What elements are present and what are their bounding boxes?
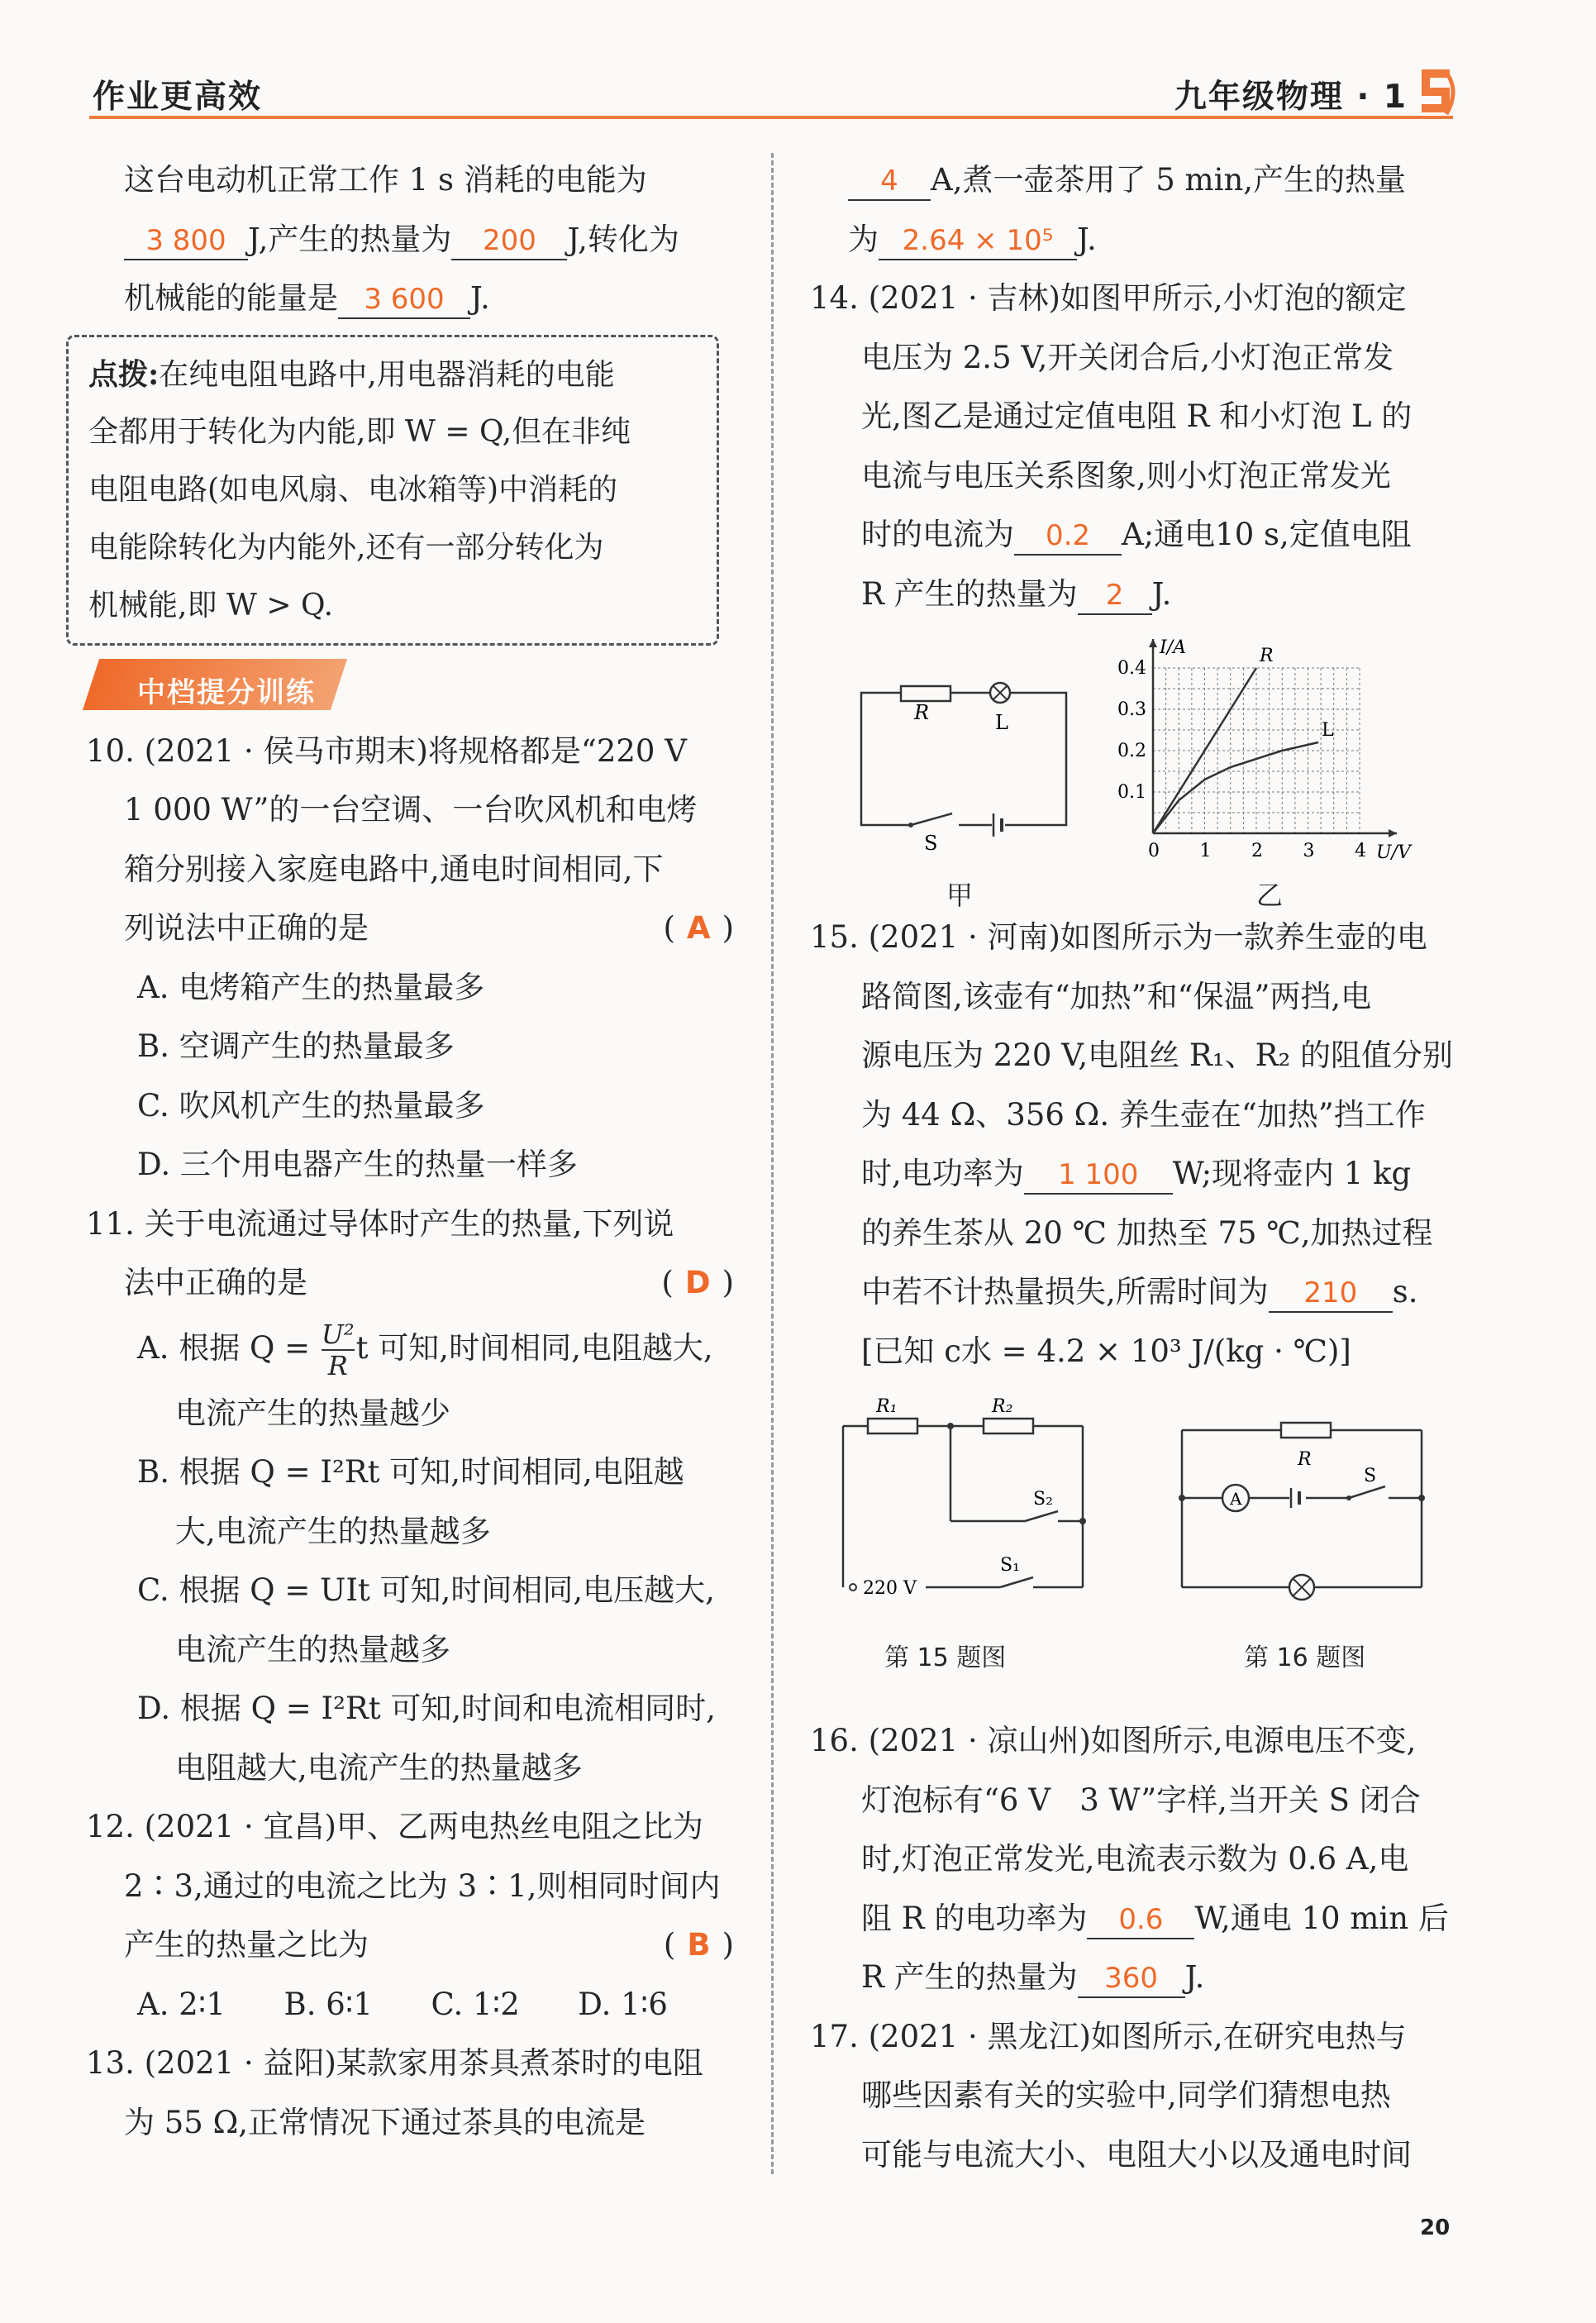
text: J,转化为	[567, 221, 679, 257]
fraction	[322, 1319, 355, 1381]
option-c-cont: 电流产生的热量越多	[175, 1631, 450, 1667]
option-c: C. 根据 Q = UIt 可知,时间相同,电压越大,	[137, 1572, 715, 1608]
fraction-denominator: R	[327, 1350, 348, 1381]
q10-line: 10. (2021 · 侯马市期末)将规格都是“220 V	[86, 732, 687, 769]
y-axis-label: I/A	[1160, 637, 1186, 658]
answer-blank: 360	[1078, 1960, 1185, 1998]
q16-line	[810, 1889, 1471, 1949]
option-c: C. 吹风机产生的热量最多	[137, 1087, 485, 1123]
text: W;现将壶内 1 kg	[1172, 1156, 1412, 1191]
publisher-logo-icon	[1417, 66, 1461, 116]
page-number: 20	[1420, 2216, 1451, 2240]
q9-line3	[86, 269, 747, 328]
text: W,通电 10 min 后	[1194, 1900, 1449, 1936]
y-tick-label: 0.4	[1117, 658, 1146, 679]
text: 中若不计热量损失,所需时间为	[861, 1274, 1269, 1309]
q15-line: 为 44 Ω、356 Ω. 养生壶在“加热”挡工作	[861, 1096, 1426, 1133]
circuit-jia	[860, 676, 1074, 866]
option-b-cont: 大,电流产生的热量越多	[175, 1513, 491, 1549]
answer-choice: ( A )	[663, 910, 734, 946]
fig-label-yi: 乙	[1256, 880, 1284, 911]
option-b: B. 根据 Q = I²Rt 可知,时间相同,电阻越	[137, 1454, 684, 1490]
q12-options: A. 2∶1 B. 6∶1 C. 1∶2 D. 1∶6	[137, 1986, 668, 2022]
left-column	[86, 150, 747, 2152]
q17-line: 哪些因素有关的实验中,同学们猜想电热	[861, 2077, 1391, 2113]
x-tick-label: 0	[1148, 841, 1160, 861]
header-brand: 作业更高效	[93, 79, 263, 116]
section-banner	[79, 657, 360, 713]
q10-line: 1 000 W”的一台空调、一台吹风机和电烤	[124, 792, 698, 828]
x-tick-label: 3	[1303, 841, 1315, 861]
tip-line	[88, 346, 700, 403]
x-tick-label: 1	[1199, 841, 1212, 861]
iu-graph	[1116, 610, 1430, 866]
series-label-R: R	[1260, 646, 1274, 666]
q14-line: 电流与电压关系图象,则小灯泡正常发光	[861, 457, 1391, 494]
q17-line: 17. (2021 · 黑龙江)如图所示,在研究电热与	[810, 2018, 1407, 2054]
answer-letter: D	[684, 1265, 711, 1300]
q13-line: 为 55 Ω,正常情况下通过茶具的电流是	[124, 2104, 646, 2140]
resistor-R	[901, 686, 950, 701]
label-R: R	[1298, 1449, 1312, 1470]
q14-line: 电压为 2.5 V,开关闭合后,小灯泡正常发	[861, 339, 1394, 375]
q9-line2	[86, 210, 747, 270]
column-divider	[771, 153, 774, 2174]
series-label-L: L	[1322, 720, 1334, 741]
text: 机械能的能量是	[124, 280, 338, 316]
switch-S2-icon	[1025, 1511, 1058, 1521]
answer-blank: 3 600	[338, 281, 470, 319]
answer-letter: A	[686, 910, 711, 946]
q15-q16-figures	[810, 1389, 1471, 1711]
text: A;通电10 s,定值电阻	[1122, 517, 1412, 552]
text: R 产生的热量为	[861, 575, 1078, 612]
label-S: S	[924, 832, 938, 855]
resistor-R	[1281, 1423, 1331, 1438]
tip-line: 机械能,即 W > Q.	[88, 588, 334, 622]
text: R 产生的热量为	[861, 1959, 1078, 1995]
text: J.	[470, 280, 490, 316]
label-R: R	[914, 701, 930, 724]
q16-line	[810, 1948, 1471, 2007]
text: J,产生的热量为	[248, 221, 452, 257]
tip-line: 电能除转化为内能外,还有一部分转化为	[88, 530, 604, 565]
q14-line: 14. (2021 · 吉林)如图甲所示,小灯泡的额定	[810, 280, 1407, 316]
x-tick-label: 4	[1355, 841, 1366, 861]
x-axis-label: U/V	[1376, 842, 1411, 863]
answer-letter: B	[687, 1927, 711, 1963]
answer-blank: 0.6	[1087, 1901, 1194, 1939]
text: J.	[1184, 1959, 1205, 1995]
q14-line	[810, 505, 1471, 565]
answer-choice: ( B )	[663, 1927, 734, 1963]
series-line-L	[1153, 742, 1318, 833]
q15-line: 15. (2021 · 河南)如图所示为一款养生壶的电	[810, 919, 1427, 955]
text: t 可知,时间相同,电阻越大,	[355, 1329, 713, 1366]
q14-figures	[810, 627, 1471, 911]
text: J.	[1077, 221, 1097, 257]
q13-cont-line	[810, 150, 1471, 210]
circuit-q16	[1174, 1405, 1446, 1620]
answer-blank: 200	[451, 222, 567, 260]
text: 阻 R 的电功率为	[861, 1900, 1088, 1936]
option-a	[86, 1313, 747, 1384]
right-column	[810, 150, 1471, 2184]
resistor-R1	[868, 1419, 917, 1433]
answer-blank: 2	[1078, 577, 1152, 615]
tip-label: 点拨:	[88, 356, 160, 392]
label-A: A	[1230, 1489, 1242, 1509]
q16-line: 16. (2021 · 凉山州)如图所示,电源电压不变,	[810, 1723, 1417, 1758]
option-a: A. 电烤箱产生的热量最多	[137, 969, 485, 1005]
text: 产生的热量之比为	[124, 1927, 369, 1963]
q15-line	[810, 1144, 1471, 1204]
q12-line	[86, 1915, 747, 1975]
text: 时,电功率为	[861, 1156, 1024, 1191]
text: A,煮一壶茶用了 5 min,产生的热量	[931, 162, 1407, 198]
y-tick-label: 0.2	[1117, 741, 1146, 761]
q15-line: 路简图,该壶有“加热”和“保温”两挡,电	[861, 978, 1372, 1014]
tip-box	[66, 335, 719, 646]
q11-line: 11. 关于电流通过导体时产生的热量,下列说	[86, 1205, 674, 1242]
tip-line: 电阻电路(如电风扇、电冰箱等)中消耗的	[88, 472, 618, 507]
q14-line: 光,图乙是通过定值电阻 R 和小灯泡 L 的	[861, 398, 1413, 434]
q16-line: 灯泡标有“6 V 3 W”字样,当开关 S 闭合	[861, 1782, 1421, 1818]
text: A. 根据 Q =	[137, 1329, 311, 1366]
y-tick-label: 0.1	[1117, 782, 1146, 803]
q16-line: 时,灯泡正常发光,电流表示数为 0.6 A,电	[861, 1841, 1409, 1877]
q15-line	[810, 1262, 1471, 1322]
answer-blank: 2.64 × 10⁵	[879, 222, 1077, 260]
label-S: S	[1364, 1466, 1377, 1486]
text: 时的电流为	[861, 517, 1014, 552]
q10-line: 箱分别接入家庭电路中,通电时间相同,下	[124, 851, 664, 887]
q10-line	[86, 899, 747, 958]
q13-line: 13. (2021 · 益阳)某款家用茶具煮茶时的电阻	[86, 2045, 703, 2081]
fig16-caption: 第 16 题图	[1244, 1643, 1366, 1672]
label-S2: S₂	[1033, 1489, 1053, 1510]
option-a-cont: 电流产生的热量越少	[175, 1395, 450, 1431]
text: 为	[848, 221, 879, 257]
y-axis-arrow-icon	[1149, 639, 1157, 647]
q12-line: 2∶3,通过的电流之比为 3∶1,则相同时间内	[124, 1867, 721, 1904]
x-tick-label: 2	[1251, 841, 1263, 861]
label-S1: S₁	[1000, 1555, 1020, 1576]
fig-label-jia: 甲	[946, 880, 974, 911]
text: J.	[1151, 575, 1172, 612]
circuit-q15	[835, 1389, 1108, 1637]
label-220V: 220 V	[863, 1578, 917, 1599]
text: 在纯电阻电路中,用电器消耗的电能	[159, 357, 615, 392]
text: 列说法中正确的是	[124, 910, 369, 946]
q9-line1: 这台电动机正常工作 1 s 消耗的电能为	[124, 162, 647, 198]
header-subject: 九年级物理 · 1	[1174, 79, 1408, 116]
answer-blank: 3 800	[124, 222, 248, 260]
text: s.	[1392, 1274, 1418, 1309]
q17-line: 可能与电流大小、电阻大小以及通电时间	[861, 2136, 1412, 2173]
answer-blank: 4	[848, 163, 931, 201]
resistor-R2	[984, 1419, 1033, 1433]
q12-line: 12. (2021 · 宜昌)甲、乙两电热丝电阻之比为	[86, 1809, 703, 1844]
answer-blank: 210	[1269, 1275, 1393, 1313]
label-L: L	[995, 711, 1008, 734]
answer-blank: 1 100	[1024, 1157, 1173, 1195]
q15-line: 源电压为 220 V,电阻丝 R₁、R₂ 的阻值分别	[861, 1037, 1454, 1073]
fraction-numerator: U²	[321, 1319, 355, 1350]
tip-line: 全都用于转化为内能,即 W = Q,但在非纯	[88, 414, 631, 449]
label-R1: R₁	[876, 1396, 898, 1417]
q15-line: 的养生茶从 20 ℃ 加热至 75 ℃,加热过程	[861, 1214, 1433, 1251]
section-title: 中档提分训练	[137, 675, 316, 709]
switch-S1-icon	[1000, 1577, 1033, 1587]
y-tick-label: 0.3	[1117, 699, 1146, 720]
label-R2: R₂	[992, 1396, 1013, 1417]
q11-line	[86, 1253, 747, 1313]
option-d-cont: 电阻越大,电流产生的热量越多	[175, 1749, 583, 1786]
option-d: D. 三个用电器产生的热量一样多	[137, 1147, 578, 1182]
q15-line: [已知 c水 = 4.2 × 10³ J/(kg · ℃)]	[861, 1333, 1351, 1369]
answer-blank: 0.2	[1014, 518, 1122, 556]
header-rule	[89, 116, 1453, 119]
answer-choice: ( D )	[661, 1265, 734, 1300]
fig15-caption: 第 15 题图	[884, 1643, 1007, 1672]
q13-cont-line	[810, 210, 1471, 270]
option-b: B. 空调产生的热量最多	[137, 1028, 455, 1064]
text: 法中正确的是	[124, 1265, 307, 1300]
option-d: D. 根据 Q = I²Rt 可知,时间和电流相同时,	[137, 1691, 716, 1726]
x-axis-arrow-icon	[1389, 829, 1397, 837]
